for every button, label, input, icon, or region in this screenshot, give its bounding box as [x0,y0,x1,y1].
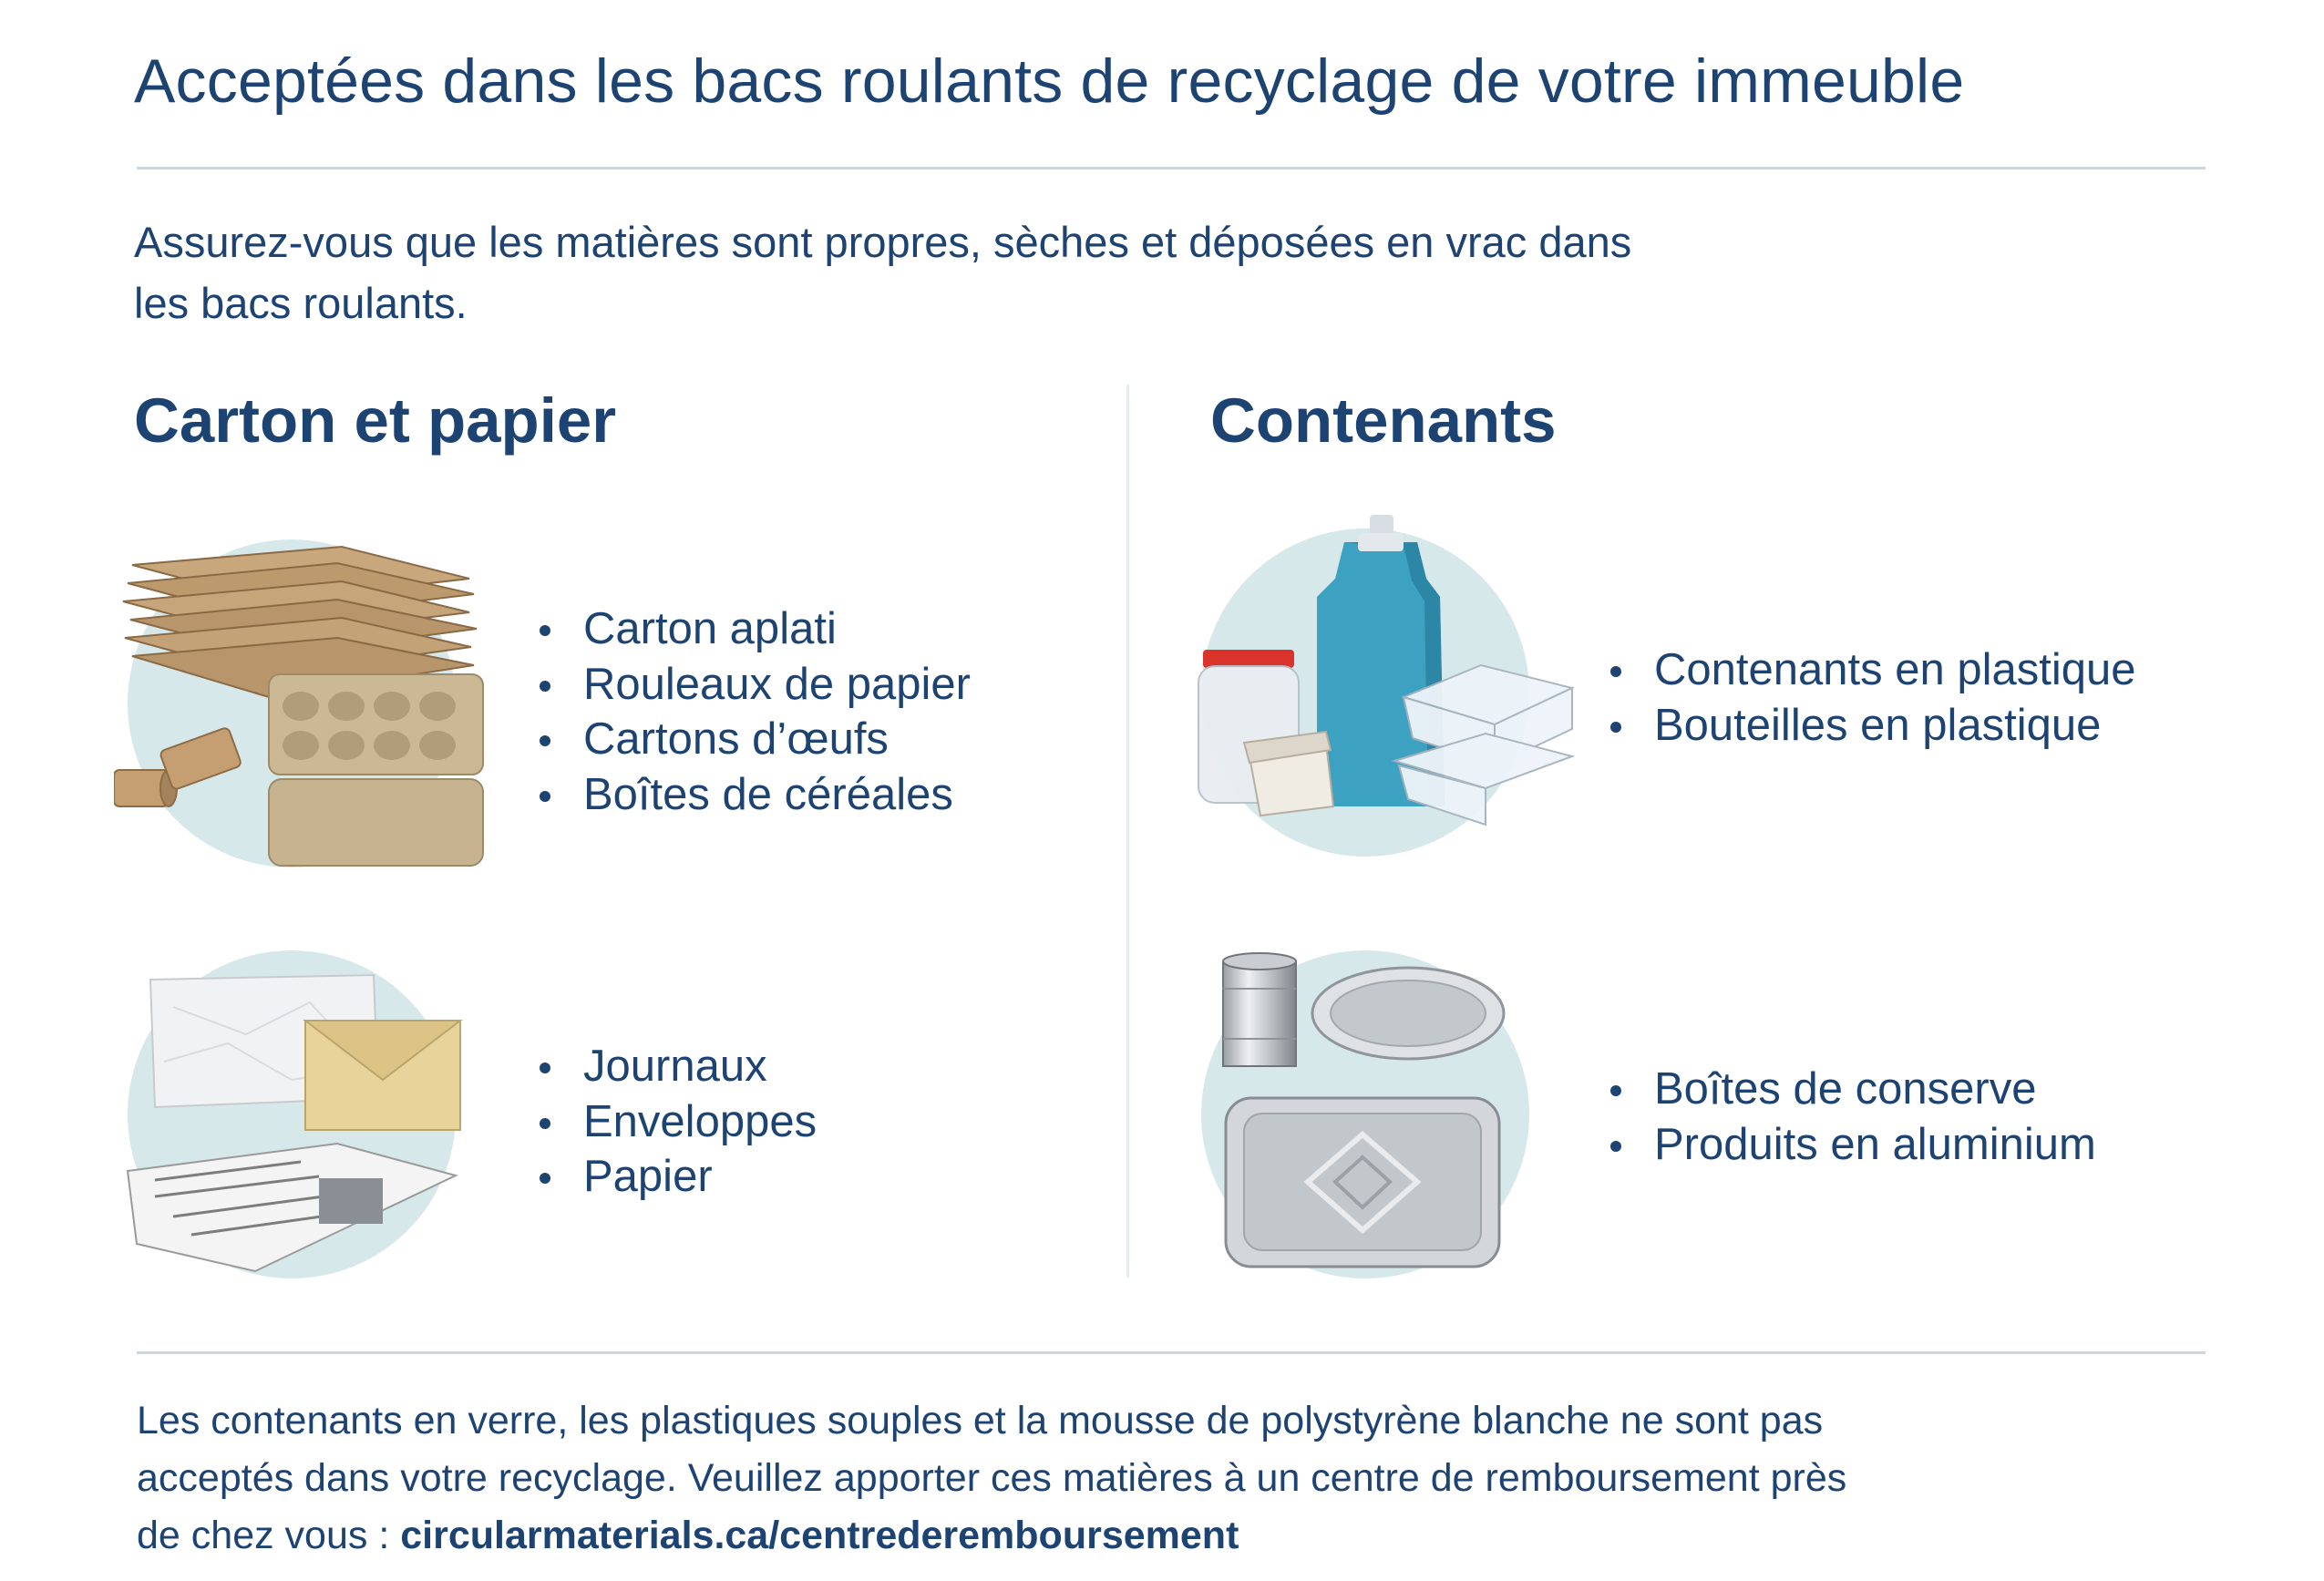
newspaper-envelope-icon [118,970,474,1289]
cardboard-egg-carton-icon [114,510,488,875]
list-item: Rouleaux de papier [536,657,971,713]
list-item: Boîtes de conserve [1607,1062,2096,1117]
refund-centre-link[interactable]: circularmaterials.ca/centrederemboursement [400,1514,1239,1557]
list-item: Cartons d’œufs [536,712,971,767]
list-item: Produits en aluminium [1607,1117,2096,1173]
list-item: Boîtes de céréales [536,767,971,823]
intro-text [134,211,1911,334]
top-divider [137,167,2206,169]
paper-list [536,1039,817,1205]
metal-list [1607,1062,2096,1172]
list-item: Carton aplati [536,601,971,657]
footer-line-3 [137,1507,2233,1565]
can-aluminium-tray-icon [1212,948,1540,1285]
heading-contenants: Contenants [1210,385,1557,456]
footer-line-1: Les contenants en verre, les plastiques souples et la mousse de polystyrène blanche ne sont pas [137,1399,1824,1442]
footer-line-2: acceptés dans votre recyclage. Veuillez apporter ces matières à un centre de remboursement près [137,1456,1847,1500]
heading-carton-papier: Carton et papier [134,385,617,456]
column-divider [1126,385,1129,1278]
footer-line-3-prefix: de chez vous : [137,1514,401,1557]
bottom-divider [137,1351,2206,1354]
plastics-list [1607,642,2136,753]
carton-list [536,601,971,822]
plastic-containers-icon [1189,515,1581,861]
intro-line-2: les bacs roulants. [134,279,468,327]
page-title: Acceptées dans les bacs roulants de recyclage de votre immeuble [134,46,1965,116]
list-item: Papier [536,1149,817,1205]
list-item: Journaux [536,1039,817,1094]
list-item: Enveloppes [536,1094,817,1150]
intro-line-1: Assurez-vous que les matières sont propres, sèches et déposées en vrac dans [134,218,1632,266]
list-item: Contenants en plastique [1607,642,2136,698]
footer-note [137,1392,2233,1565]
list-item: Bouteilles en plastique [1607,698,2136,754]
